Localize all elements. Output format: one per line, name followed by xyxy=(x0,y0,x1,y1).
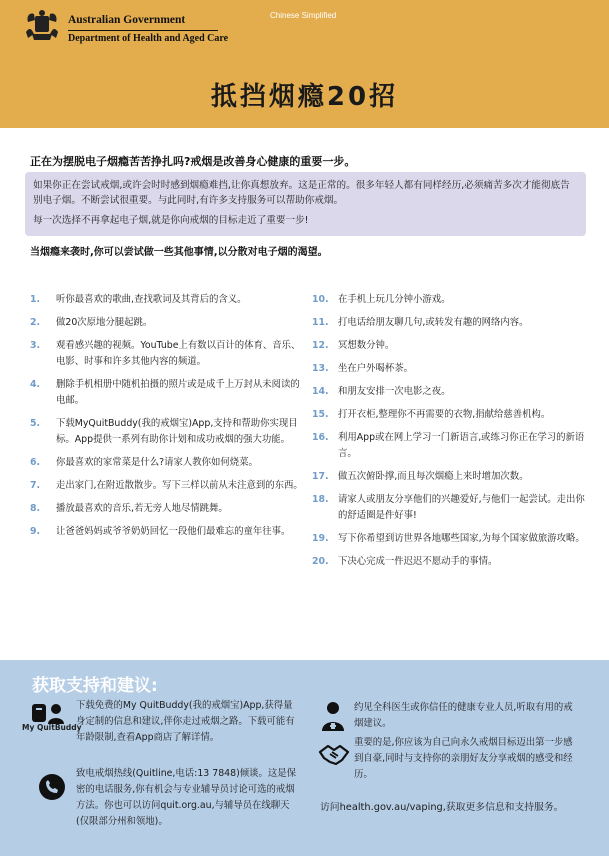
tip-number: 6. xyxy=(30,457,41,468)
tip-number: 3. xyxy=(30,340,41,351)
tip-number: 7. xyxy=(30,480,41,491)
tip-item xyxy=(30,478,305,494)
tip-item xyxy=(312,384,592,400)
tip-number: 9. xyxy=(30,526,41,537)
intro-box xyxy=(25,172,586,236)
my-quitbuddy-icon xyxy=(30,702,66,724)
tip-text: 做20次原地分腿起跳。 xyxy=(56,317,153,328)
government-name: Australian Government xyxy=(68,14,186,26)
tip-number: 20. xyxy=(312,556,329,567)
tip-text: 你最喜欢的家常菜是什么?请家人教你如何烧菜。 xyxy=(56,457,258,468)
tip-item xyxy=(30,501,305,517)
tip-item xyxy=(30,338,305,370)
tip-text: 在手机上玩几分钟小游戏。 xyxy=(338,294,451,305)
doctor-description: 约见全科医生或你信任的健康专业人员,听取有用的戒烟建议。 xyxy=(354,702,573,729)
phone-icon xyxy=(38,773,66,801)
craving-instruction: 当烟瘾来袭时,你可以尝试做一些其他事情,以分散对电子烟的渴望。 xyxy=(30,247,328,258)
tip-text: 利用App或在网上学习一门新语言,或练习你正在学习的新语言。 xyxy=(338,432,585,459)
tip-item xyxy=(30,377,305,409)
tip-text: 打电话给朋友聊几句,或转发有趣的网络内容。 xyxy=(338,317,529,328)
support-section xyxy=(0,660,609,856)
tip-text: 打开衣柜,整理你不再需要的衣物,捐献给慈善机构。 xyxy=(338,409,551,420)
tip-number: 15. xyxy=(312,409,329,420)
tip-number: 13. xyxy=(312,363,329,374)
tip-item xyxy=(30,292,305,308)
tip-number: 19. xyxy=(312,533,329,544)
tips-list-left xyxy=(30,292,305,547)
quitline-description: 致电戒烟热线(Quitline,电话:13 7848)倾谈。这是保密的电话服务,你有机会与专业辅导员讨论可选的戒烟方法。你也可以访问quit.org.au,与辅导员在线聊天(仅限部分州和领地)。 xyxy=(76,768,296,827)
tip-item xyxy=(312,554,592,570)
tip-text: 请家人或朋友分享他们的兴趣爱好,与他们一起尝试。走出你的舒适圈是件好事! xyxy=(338,494,585,521)
share-description: 重要的是,你应该为自己向永久戒烟目标迈出第一步感到自豪,同时与支持你的亲朋好友分享戒烟的感受和经历。 xyxy=(354,737,573,780)
tip-number: 4. xyxy=(30,379,41,390)
mqb-description: 下载免费的My QuitBuddy(我的戒烟宝)App,获得量身定制的信息和建议,伴你走过戒烟之路。下载可能有年龄限制,查看App商店了解详情。 xyxy=(76,700,295,743)
tip-number: 14. xyxy=(312,386,329,397)
tip-text: 走出家门,在附近散散步。写下三样以前从未注意到的东西。 xyxy=(56,480,303,491)
department-name: Department of Health and Aged Care xyxy=(68,33,229,44)
intro-question: 正在为摆脱电子烟瘾苦苦挣扎吗?戒烟是改善身心健康的重要一步。 xyxy=(30,155,356,168)
intro-encouragement: 每一次选择不再拿起电子烟,就是你向戒烟的目标走近了重要一步! xyxy=(33,215,309,226)
tip-number: 17. xyxy=(312,471,329,482)
tip-text: 坐在户外喝杯茶。 xyxy=(338,363,414,374)
visit-website-text: 访问health.gov.au/vaping,获取更多信息和支持服务。 xyxy=(320,802,564,813)
tip-number: 18. xyxy=(312,494,329,505)
logo-divider xyxy=(68,30,218,31)
tip-item xyxy=(312,361,592,377)
tip-item xyxy=(30,315,305,331)
tip-text: 和朋友安排一次电影之夜。 xyxy=(338,386,451,397)
tip-item xyxy=(312,407,592,423)
tip-item xyxy=(312,531,592,547)
language-label: Chinese Simplified xyxy=(270,11,337,20)
my-quitbuddy-label: My QuitBuddy xyxy=(22,723,82,732)
page-title: 抵挡烟瘾20招 xyxy=(210,82,399,112)
tip-item xyxy=(312,338,592,354)
tip-item xyxy=(30,455,305,471)
tip-number: 1. xyxy=(30,294,41,305)
tip-number: 8. xyxy=(30,503,41,514)
tip-item xyxy=(30,416,305,448)
tip-item xyxy=(312,292,592,308)
tip-item xyxy=(30,524,305,540)
coat-of-arms-icon xyxy=(22,6,62,46)
tip-number: 10. xyxy=(312,294,329,305)
government-logo xyxy=(22,6,229,48)
tip-number: 5. xyxy=(30,418,41,429)
doctor-icon xyxy=(320,701,346,731)
tip-number: 2. xyxy=(30,317,41,328)
tip-item xyxy=(312,315,592,331)
support-title: 获取支持和建议: xyxy=(32,676,158,696)
tip-item xyxy=(312,430,592,462)
tip-text: 下载MyQuitBuddy(我的戒烟宝)App,支持和帮助你实现目标。App提供一系列有助你计划和成功戒烟的强大功能。 xyxy=(56,418,298,445)
tip-text: 让爸爸妈妈或爷爷奶奶回忆一段他们最难忘的童年往事。 xyxy=(56,526,291,537)
tip-text: 删除手机相册中随机拍摄的照片或是成千上万封从未阅读的电邮。 xyxy=(56,379,300,406)
tip-text: 播放最喜欢的音乐,若无旁人地尽情跳舞。 xyxy=(56,503,228,514)
tip-text: 下决心完成一件迟迟不愿动手的事情。 xyxy=(338,556,498,567)
tip-text: 写下你希望到访世界各地哪些国家,为每个国家做旅游攻略。 xyxy=(338,533,585,544)
tip-item xyxy=(312,492,592,524)
intro-paragraph: 如果你正在尝试戒烟,或许会时时感到烟瘾难挡,让你真想放弃。这是正常的。很多年轻人都有同样经历,必须痛苦多次才能彻底告别电子烟。不断尝试很重要。与此同时,有许多支持服务可以帮助你戒烟。 xyxy=(33,180,570,206)
tip-text: 观看感兴趣的视频。YouTube上有数以百计的体育、音乐、电影、时事和许多其他内容的频道。 xyxy=(56,340,301,367)
tip-number: 16. xyxy=(312,432,329,443)
tip-number: 12. xyxy=(312,340,329,351)
handshake-icon xyxy=(318,742,350,768)
header-banner xyxy=(0,0,609,128)
tips-list-right xyxy=(312,292,592,577)
tip-number: 11. xyxy=(312,317,329,328)
tip-text: 听你最喜欢的歌曲,查找歌词及其背后的含义。 xyxy=(56,294,247,305)
tip-text: 冥想数分钟。 xyxy=(338,340,395,351)
tip-text: 做五次俯卧撑,而且每次烟瘾上来时增加次数。 xyxy=(338,471,529,482)
tip-item xyxy=(312,469,592,485)
